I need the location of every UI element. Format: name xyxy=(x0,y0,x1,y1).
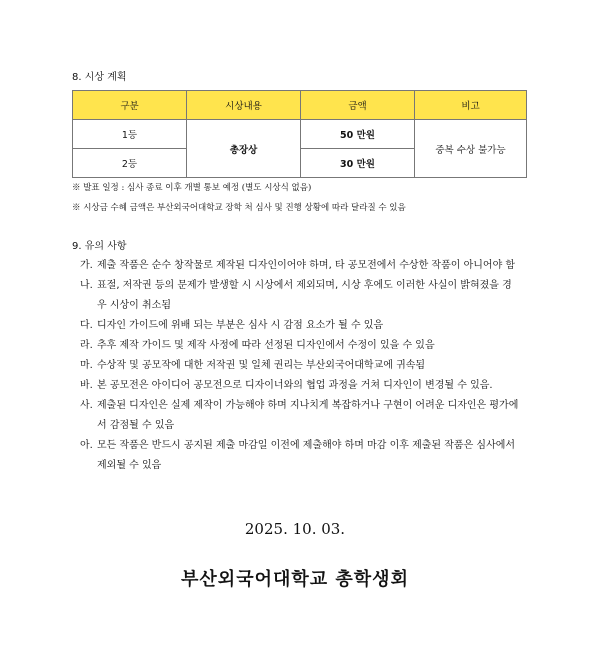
item-text: 표절, 저작권 등의 문제가 발생할 시 시상에서 제외되며, 시상 후에도 이러한 사실이 밝혀졌을 경우 시상이 취소됨 xyxy=(97,280,512,311)
rank-cell: 2등 xyxy=(73,149,187,178)
item-mark: 라. xyxy=(80,340,93,351)
note-prize: ※ 시상금 수혜 금액은 부산외국어대학교 장학 처 심사 및 진행 상황에 따라 달라질 수 있음 xyxy=(72,203,406,213)
item-mark: 바. xyxy=(80,380,93,391)
remark-cell: 중복 수상 불가능 xyxy=(415,120,527,178)
header-award-content: 시상내용 xyxy=(187,91,301,120)
note-announcement: ※ 발표 일정 : 심사 종료 이후 개별 통보 예정 (별도 시상식 없음) xyxy=(72,183,312,193)
item-text: 제출 작품은 순수 창작물로 제작된 디자인이어야 하며, 타 공모전에서 수상한 작품이 아니어야 함 xyxy=(97,260,516,271)
section9-title: 9. 유의 사항 xyxy=(72,241,127,252)
list-item xyxy=(80,356,520,376)
section8-title: 8. 시상 계획 xyxy=(72,72,127,83)
item-mark: 다. xyxy=(80,320,93,331)
table-header-row xyxy=(73,91,527,120)
item-mark: 사. xyxy=(80,400,93,411)
document-date: 2025. 10. 03. xyxy=(244,520,346,538)
list-item xyxy=(80,316,520,336)
header-category: 구분 xyxy=(73,91,187,120)
header-amount: 금액 xyxy=(301,91,415,120)
item-text: 제출된 디자인은 실제 제작이 가능해야 하며 지나치게 복잡하거나 구현이 어려운 디자인은 평가에서 감점될 수 있음 xyxy=(97,400,519,431)
award-content-cell: 총장상 xyxy=(187,120,301,178)
item-mark: 아. xyxy=(80,440,93,451)
amount-cell: 30 만원 xyxy=(301,149,415,178)
item-mark: 마. xyxy=(80,360,93,371)
item-text: 본 공모전은 아이디어 공모전으로 디자이너와의 협업 과정을 거쳐 디자인이 변경될 수 있음. xyxy=(97,380,493,391)
item-mark: 나. xyxy=(80,280,93,291)
list-item xyxy=(80,276,520,316)
list-item xyxy=(80,376,520,396)
caution-list xyxy=(80,256,520,476)
list-item xyxy=(80,436,520,476)
table-row xyxy=(73,120,527,149)
item-text: 디자인 가이드에 위배 되는 부분은 심사 시 감점 요소가 될 수 있음 xyxy=(97,320,384,331)
item-mark: 가. xyxy=(80,260,93,271)
amount-cell: 50 만원 xyxy=(301,120,415,149)
list-item xyxy=(80,336,520,356)
header-remark: 비고 xyxy=(415,91,527,120)
item-text: 수상작 및 공모작에 대한 저작권 및 일체 권리는 부산외국어대학교에 귀속됨 xyxy=(97,360,426,371)
award-table xyxy=(72,90,527,178)
list-item xyxy=(80,396,520,436)
item-text: 모든 작품은 반드시 공지된 제출 마감일 이전에 제출해야 하며 마감 이후 제출된 작품은 심사에서 제외될 수 있음 xyxy=(97,440,516,471)
rank-cell: 1등 xyxy=(73,120,187,149)
item-text: 추후 제작 가이드 및 제작 사정에 따라 선정된 디자인에서 수정이 있을 수 있음 xyxy=(97,340,435,351)
organization-name: 부산외국어대학교 총학생회 xyxy=(181,569,409,590)
list-item xyxy=(80,256,520,276)
